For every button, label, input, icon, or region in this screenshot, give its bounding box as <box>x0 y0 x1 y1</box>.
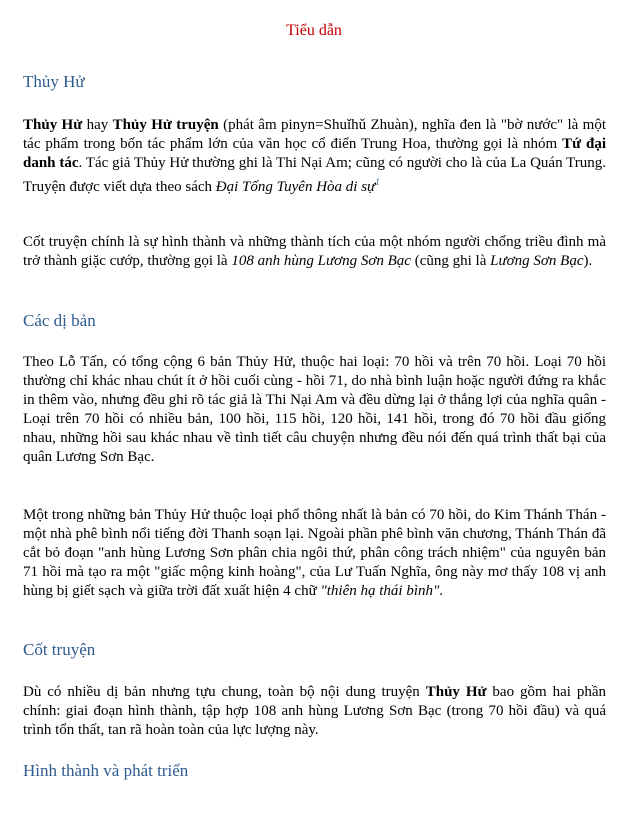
text-run: hay <box>82 117 113 133</box>
paragraph-thuy-hu-intro <box>23 116 606 197</box>
italic-title: Đại Tống Tuyên Hòa di sự <box>215 179 376 195</box>
text-run: bao gồm hai phần chính: giai đoạn hình thành, tập hợp 108 anh hùng Lương Sơn Bạc (trong 70 hồi đầu) và quá trình tổn thất, tan rã hoàn toàn của lực lượng này. <box>23 684 606 738</box>
italic-term: 108 anh hùng Lương Sơn Bạc <box>231 253 411 269</box>
italic-term: Lương Sơn Bạc <box>490 253 584 269</box>
bold-term: Tứ đại danh tác <box>23 136 606 171</box>
text-run: ). <box>583 253 593 269</box>
paragraph-di-ban-2 <box>23 506 606 601</box>
italic-quote: "thiên hạ thái bình" <box>320 583 440 599</box>
paragraph-di-ban-1: Theo Lỗ Tấn, có tổng cộng 6 bản Thủy Hử, thuộc hai loại: 70 hồi và trên 70 hồi. Loại 70 hồi thường chỉ khác nhau chút ít ở hồi cuối cùng - hồi 71, do nhà bình luận hoặc người đứng ra khắc in thêm vào, nhưng đều ghi rõ tác giả là Thi Nại Am và đều dừng lại ở thắng lợi của nghĩa quân - Loại trên 70 hồi có nhiều bản, 100 hồi, 115 hồi, 120 hồi, 141 hồi, trong đó 70 hồi đầu giống nhau, những hồi sau khác nhau về tình tiết câu chuyện nhưng đều nói đến quá trình thất bại của quân Lương Sơn Bạc. <box>23 354 606 465</box>
text-run: Một trong những bản Thủy Hử thuộc loại phổ thông nhất là bản có 70 hồi, do Kim Thánh Thán - một nhà phê bình nổi tiếng đời Thanh soạn lại. Ngoài phần phê bình văn chương, Thánh Thán đã cắt bỏ đoạn "anh hùng Lương Sơn phân chia ngôi thứ, phân công trách nhiệm" của nguyên bản 71 hồi mà tạo ra một "giấc mộng kinh hoàng", của Lư Tuấn Nghĩa, ông này mơ thấy 108 vị anh hùng bị giết sạch và giữa trời đất xuất hiện 4 chữ <box>23 507 606 599</box>
page-title: Tiểu dẫn <box>286 22 342 39</box>
section-heading-cot-truyen: Cốt truyện <box>23 640 96 659</box>
text-run: Dù có nhiều dị bản nhưng tựu chung, toàn bộ nội dung truyện <box>23 684 426 700</box>
footnote-link[interactable]: 1 <box>375 177 380 187</box>
text-run: . Tác giả Thủy Hử thường ghi là Thi Nại Am; cũng có người cho là của La Quán Trung. Truyện được viết dựa theo sách <box>23 155 606 195</box>
text-run: (phát âm pinyn=Shuǐhǔ Zhuàn), nghĩa đen là "bờ nước" là một tác phẩm trong bốn tác phẩm lớn của văn học cổ điển Trung Hoa, thường gọi là nhóm <box>23 117 606 152</box>
text-run: (cũng ghi là <box>410 253 491 269</box>
section-heading-thuy-hu: Thủy Hử <box>23 72 85 91</box>
paragraph-thuy-hu-plot <box>23 233 606 271</box>
section-heading-di-ban: Các dị bản <box>23 311 96 330</box>
bold-term: Thủy Hử truyện <box>112 117 219 133</box>
section-heading-hinh-thanh: Hình thành và phát triển <box>23 761 189 780</box>
paragraph-cot-truyen <box>23 683 606 740</box>
bold-term: Thủy Hử <box>23 117 83 133</box>
text-run: . <box>439 583 444 599</box>
bold-term: Thủy Hử <box>425 684 487 700</box>
text-run: Cốt truyện chính là sự hình thành và những thành tích của một nhóm người chống triều đình mà trở thành giặc cướp, thường gọi là <box>23 234 606 269</box>
